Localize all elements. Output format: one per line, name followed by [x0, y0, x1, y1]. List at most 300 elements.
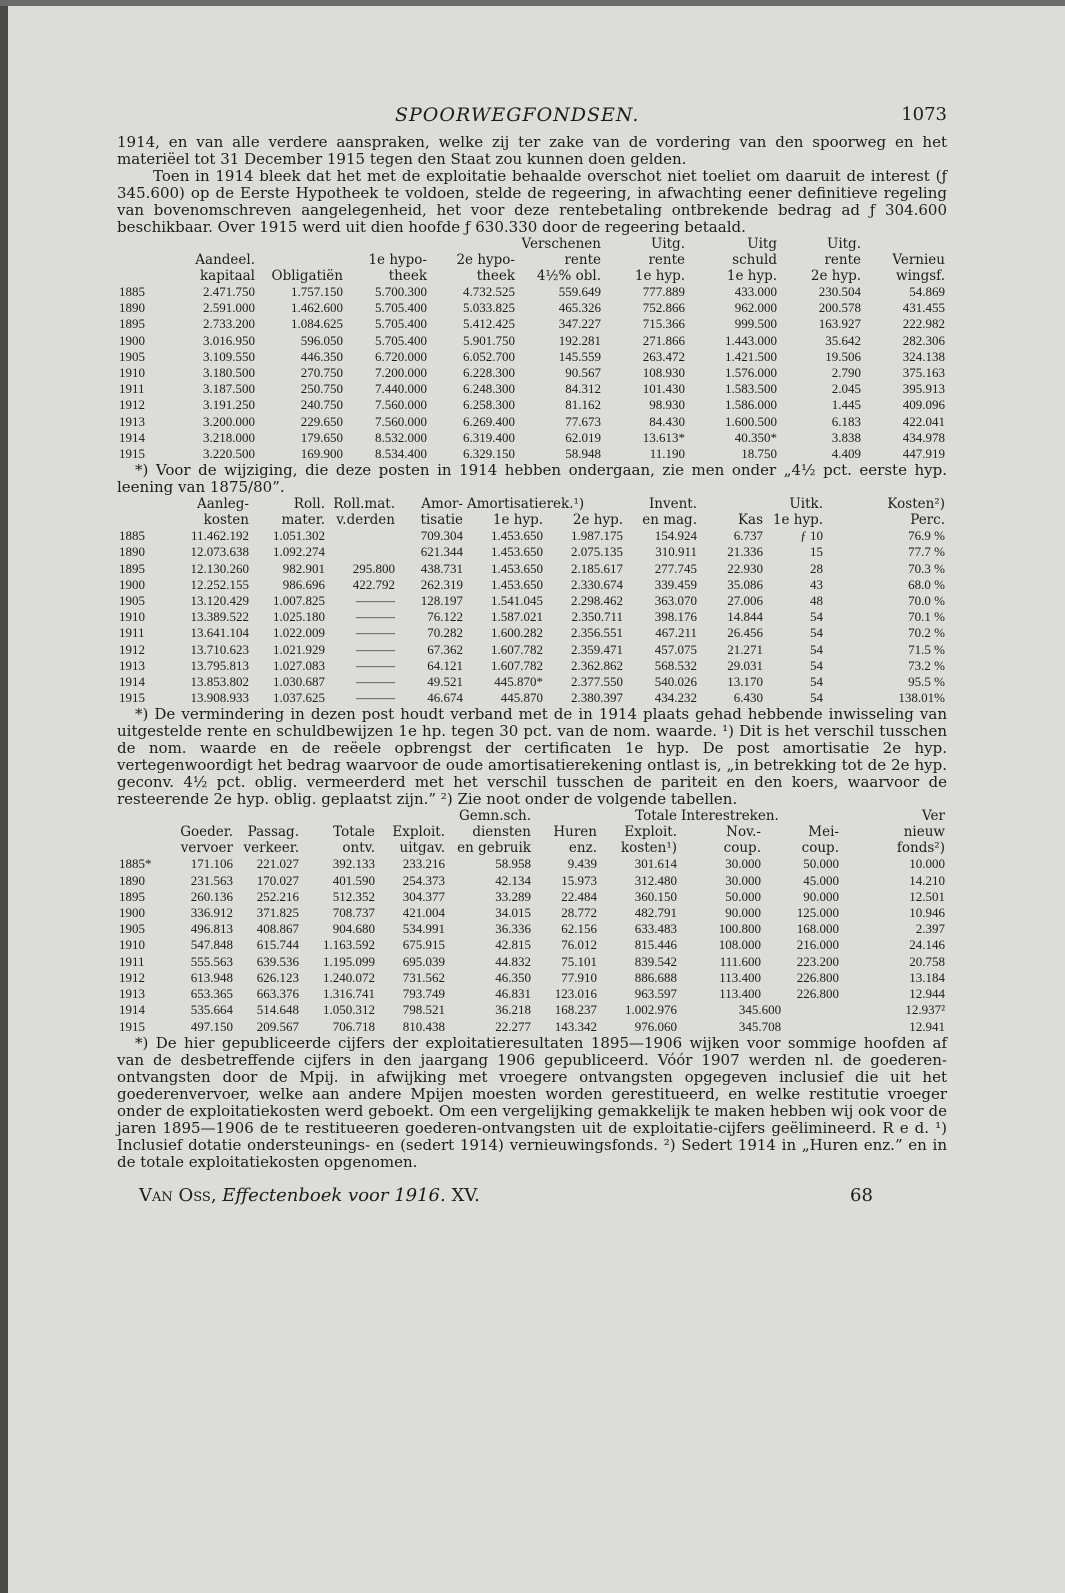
value-cell: 46.831: [495, 986, 531, 1002]
table-exploitation-header-cell: coup.: [801, 840, 839, 857]
value-cell: 6.720.000: [375, 348, 427, 364]
table-exploitation-header-cell: [235, 808, 301, 824]
value-cell: 976.060: [634, 1018, 677, 1034]
value-cell: 192.281: [558, 332, 601, 348]
table-row: [117, 642, 947, 658]
table-balance-header-cell: [257, 236, 345, 252]
table-assets-header-cell: 1e hyp.: [492, 512, 543, 529]
value-cell: 304.377: [402, 888, 445, 904]
value-cell: 22.930: [727, 560, 763, 576]
value-cell: 1.600.500: [725, 413, 777, 429]
table-assets-header-cell: Kas: [737, 512, 763, 529]
value-cell: 347.227: [558, 316, 601, 332]
value-cell: 6.248.300: [463, 381, 515, 397]
table-exploitation-header-cell: kosten¹): [620, 840, 677, 857]
scan-edge-top: [0, 0, 1065, 6]
value-cell: 310.911: [655, 544, 697, 560]
value-cell: 62.156: [561, 921, 597, 937]
value-cell: 200.578: [818, 300, 861, 316]
table-assets-header-cell: 2e hyp.: [572, 512, 623, 529]
value-cell: 2.330.674: [571, 576, 623, 592]
table-row: [117, 658, 947, 674]
value-cell: 731.562: [402, 969, 445, 985]
value-cell: 58.948: [565, 446, 601, 462]
table-row: [117, 446, 947, 462]
table-balance-header-cell: Obligatiën: [271, 268, 343, 284]
table-row: [117, 905, 947, 921]
value-cell: 13.641.104: [190, 625, 249, 641]
value-cell: 42.134: [495, 872, 531, 888]
table-assets-note: *) De vermindering in dezen post houdt verband met de in 1914 plaats gehad hebbende inwisseling van uitgestelde rente en schuldbewijzen 1e hp. tegen 30 pct. van de nom. waarde. ¹) Dit is het verschil tusschen de nom. waarde en de reëele opbrengst der certificaten 1e hyp. De post amortisatie 2e hyp. vertegenwoordigt het bedrag waarvoor de oude amortisatierekening ontlast is, „in betrekking tot de 2e hyp. geconv. 4½ pct. oblig. vermeerderd met het verschil tusschen de pariteit en den koers, waarvoor de resteerende 2e hyp. oblig. geplaatst zijn.” ²) Zie noot onder de volgende tabellen.: [117, 705, 947, 809]
intro-paragraph-2: Toen in 1914 bleek dat het met de exploitatie behaalde overschot niet toeliet om daaruit de interest (ƒ 345.600) op de Eerste Hypotheek te voldoen, stelde de regeering, in afwachting eener definitieve regeling van bovenomschreven aangelegenheid, het voor deze rentebetaling ontbrekende bedrag ad ƒ 304.600 beschikbaar. Over 1915 werd uit dien hoofde ƒ 630.330 door de regeering betaald.: [117, 167, 947, 236]
value-cell: 1.050.312: [323, 1002, 375, 1018]
value-cell: 77.7 %: [908, 544, 945, 560]
value-cell: 422.792: [352, 576, 395, 592]
value-cell: 1.541.045: [491, 593, 543, 609]
value-cell: 10.946: [909, 905, 945, 921]
value-cell: 695.039: [402, 953, 445, 969]
value-cell: 282.306: [902, 332, 945, 348]
value-cell: 73.2 %: [908, 657, 945, 673]
value-cell: 216.000: [796, 937, 839, 953]
value-cell: 70.282: [427, 625, 463, 641]
table-balance-header-cell: 1e hypo-: [368, 252, 427, 268]
table-row: [117, 284, 947, 300]
footer-author: Van Oss,: [139, 1184, 217, 1206]
value-cell: 663.376: [256, 986, 299, 1002]
value-cell: 14.210: [909, 872, 945, 888]
year-cell: 1890: [119, 872, 145, 888]
year-cell: 1895: [119, 316, 145, 332]
value-cell: 15.973: [561, 872, 597, 888]
table-balance-note: *) Voor de wijziging, die deze posten in 1914 hebben ondergaan, zie men onder „4½ pct. eerste hyp. leening van 1875/80”.: [117, 461, 947, 497]
value-cell: 1.030.687: [273, 674, 325, 690]
table-balance-header-cell: [257, 252, 345, 268]
value-cell: 3.191.250: [203, 397, 255, 413]
value-cell: 169.900: [300, 446, 343, 462]
value-cell: 5.412.425: [463, 316, 515, 332]
value-cell: 708.737: [332, 905, 375, 921]
table-row: [117, 625, 947, 641]
year-cell: 1914: [119, 429, 145, 445]
value-cell: 168.237: [554, 1002, 597, 1018]
table-exploitation-header-cell: Exploit.: [624, 824, 677, 841]
value-cell: 2.356.551: [571, 625, 623, 641]
value-cell: 615.744: [256, 937, 299, 953]
value-cell: 22.484: [561, 888, 597, 904]
table-exploitation-header-cell: [533, 808, 599, 824]
table-balance-header-cell: [429, 236, 517, 252]
value-cell: 29.031: [727, 657, 763, 673]
value-cell: 62.019: [565, 429, 601, 445]
table-exploitation: [117, 808, 947, 1034]
table-exploitation-header-cell: ontv.: [342, 840, 375, 857]
value-cell: 35.086: [727, 576, 763, 592]
value-cell: 1.757.150: [291, 284, 343, 299]
value-cell: 438.731: [420, 560, 463, 576]
value-cell: 76.9 %: [908, 528, 945, 544]
value-cell: 345.600: [738, 1002, 782, 1018]
value-cell: [327, 528, 397, 544]
value-cell: 639.536: [256, 953, 299, 969]
value-cell: 33.289: [495, 888, 531, 904]
value-cell: 48: [810, 593, 823, 609]
value-cell: 706.718: [332, 1018, 375, 1034]
year-cell: 1911: [119, 625, 145, 641]
table-row: [117, 430, 947, 446]
table-balance-header-cell: theek: [476, 268, 515, 284]
value-cell: 401.590: [332, 872, 375, 888]
value-cell: 409.096: [902, 397, 945, 413]
table-assets-header-cell: Roll.mat.: [333, 496, 395, 513]
value-cell: 70.2 %: [908, 625, 945, 641]
table-exploitation-header-cell: enz.: [568, 840, 597, 857]
table-exploitation-header-row: [117, 840, 947, 856]
value-cell: 422.041: [902, 413, 945, 429]
table-exploitation-header-cell: coup.: [723, 840, 761, 857]
value-cell: 222.982: [902, 316, 945, 332]
value-cell: 5.033.825: [463, 300, 515, 316]
value-cell: 2.185.617: [571, 560, 623, 576]
value-cell: 1.453.650: [491, 544, 543, 560]
table-exploitation-header-cell: verkeer.: [243, 840, 299, 857]
value-cell: 1.587.021: [491, 609, 543, 625]
value-cell: 467.211: [655, 625, 697, 641]
table-exploitation-header-cell: Interestreken.: [681, 808, 779, 825]
value-cell: 2.591.000: [203, 300, 255, 316]
table-assets-header-cell: v.derden: [336, 512, 395, 529]
value-cell: 1.022.009: [273, 625, 325, 641]
value-cell: 13.389.522: [190, 609, 249, 625]
value-cell: 3.109.550: [203, 348, 255, 364]
value-cell: 1.453.650: [491, 560, 543, 576]
value-cell: 226.800: [796, 969, 839, 985]
value-cell: 1.163.592: [323, 937, 375, 953]
table-exploitation-header-cell: [377, 808, 447, 824]
table-exploitation-note: *) De hier gepubliceerde cijfers der exploitatieresultaten 1895—1906 wijken voor sommige hoofden af van de desbetreffende cijfers in den jaargang 1906 gepubliceerd. Vóór 1907 werden nl. de goederen-ontvangsten door de Mpij. in afwijking met vroegere ontvangsten opgegeven inclusief die uit het goederenvervoer, welke aan andere Mpijen moesten worden gerestitueerd, en welke restitutie vroeger onder de exploitatiekosten werd geboekt. Om een vergelijking gemakkelijk te maken hebben wij ook voor de jaren 1895—1906 de te restitueeren goederen-ontvangsten uit de exploitatie-cijfers geëlimineerd. R e d. ¹) Inclusief dotatie ondersteunings- en (sedert 1914) vernieuwingsfonds. ²) Sedert 1914 in „Huren enz.” en in de totale exploitatiekosten opgenomen.: [117, 1033, 947, 1171]
table-exploitation-header-cell: vervoer: [180, 840, 233, 857]
value-cell: 24.146: [909, 937, 945, 953]
table-assets-header-cell: mater.: [281, 512, 325, 529]
value-cell: 1.443.000: [725, 332, 777, 348]
value-cell: 514.648: [256, 1002, 299, 1018]
value-cell: 35.642: [825, 332, 861, 348]
table-balance-header-cell: Verschenen: [521, 236, 601, 252]
value-cell: 6.319.400: [463, 429, 515, 445]
value-cell: 11.190: [649, 446, 685, 462]
year-cell: 1914: [119, 1002, 145, 1018]
value-cell: 886.688: [634, 969, 677, 985]
table-balance-header-cell: 4½% obl.: [536, 268, 601, 284]
value-cell: 2.359.471: [571, 641, 623, 657]
table-assets-header-cell: [699, 496, 765, 512]
value-cell: 13.908.933: [190, 690, 249, 706]
table-balance-header-cell: theek: [388, 268, 427, 284]
value-cell: 709.304: [420, 528, 463, 544]
value-cell: 13.170: [727, 674, 763, 690]
table-assets-header-cell: 1e hyp.: [772, 512, 823, 529]
footer-book-title: Effectenboek voor 1916.: [222, 1184, 446, 1206]
table-assets-header-cell: Uitk.: [789, 496, 823, 513]
value-cell: 43: [810, 576, 823, 592]
value-cell: 434.232: [654, 690, 697, 706]
value-cell: 1.084.625: [291, 316, 343, 332]
value-cell: 10.000: [909, 856, 945, 872]
value-cell: 18.750: [741, 446, 777, 462]
value-cell: 250.750: [300, 381, 343, 397]
value-cell: 6.737: [733, 528, 763, 544]
table-row: [117, 593, 947, 609]
value-cell: 90.567: [565, 365, 601, 381]
value-cell: 13.120.429: [190, 593, 249, 609]
page-footer: [117, 1185, 947, 1215]
value-cell: 20.758: [909, 953, 945, 969]
value-cell: 44.832: [495, 953, 531, 969]
value-cell: 90.000: [803, 888, 839, 904]
table-row: [117, 873, 947, 889]
value-cell: 1.583.500: [725, 381, 777, 397]
value-cell: 4.409: [831, 446, 861, 462]
year-cell: 1912: [119, 969, 145, 985]
value-cell: 46.350: [495, 969, 531, 985]
value-cell: 535.664: [190, 1002, 233, 1018]
value-cell: 5.705.400: [375, 300, 427, 316]
value-cell: 12.941: [909, 1018, 945, 1034]
value-cell: 8.532.000: [375, 429, 427, 445]
value-cell: 6.269.400: [463, 413, 515, 429]
page-content: [117, 102, 947, 1215]
value-cell: 98.930: [649, 397, 685, 413]
value-cell: 301.614: [634, 856, 677, 872]
value-cell: 19.506: [825, 348, 861, 364]
year-cell: 1890: [119, 544, 145, 560]
value-cell: 223.200: [796, 953, 839, 969]
value-cell: 70.3 %: [908, 560, 945, 576]
table-balance-header-cell: 1e hyp.: [726, 268, 777, 284]
table-row: [117, 300, 947, 316]
value-cell: 4.732.525: [463, 284, 515, 299]
value-cell: 1.021.929: [273, 641, 325, 657]
value-cell: 163.927: [818, 316, 861, 332]
value-cell: 81.162: [565, 397, 601, 413]
value-cell: 11.462.192: [190, 528, 249, 544]
value-cell: 12.937²: [905, 1002, 945, 1018]
table-exploitation-header-row: [117, 808, 947, 824]
table-balance-header-cell: [117, 252, 169, 268]
value-cell: 40.350*: [734, 429, 777, 445]
year-cell: 1895: [119, 888, 145, 904]
value-cell: 445.870: [500, 690, 543, 706]
value-cell: 7.200.000: [375, 365, 427, 381]
value-cell: 1.316.741: [323, 986, 375, 1002]
value-cell: 143.342: [554, 1018, 597, 1034]
value-cell: 90.000: [725, 905, 761, 921]
table-balance-header-cell: wingsf.: [896, 268, 945, 284]
table-row: [117, 397, 947, 413]
value-cell: 42.815: [495, 937, 531, 953]
value-cell: 5.901.750: [463, 332, 515, 348]
value-cell: 2.471.750: [203, 284, 255, 299]
value-cell: 1.453.650: [491, 528, 543, 544]
table-exploitation-header-cell: diensten: [472, 824, 531, 841]
table-row: [117, 414, 947, 430]
table-balance-header-cell: [345, 236, 429, 252]
value-cell: 1.421.500: [725, 348, 777, 364]
value-cell: 1.600.282: [491, 625, 543, 641]
value-cell: 2.790: [831, 365, 861, 381]
value-cell: 534.991: [402, 921, 445, 937]
value-cell: 209.567: [256, 1018, 299, 1034]
table-exploitation-header-cell: Goeder.: [180, 824, 233, 841]
value-cell: 815.446: [634, 937, 677, 953]
year-cell: 1915: [119, 690, 145, 706]
value-cell: 34.015: [495, 905, 531, 921]
year-cell: 1890: [119, 300, 145, 316]
value-cell: 125.000: [796, 905, 839, 921]
value-cell: 3.220.500: [203, 446, 255, 462]
value-cell: 752.866: [642, 300, 685, 316]
year-cell: 1905: [119, 348, 145, 364]
value-cell: 1.607.782: [491, 641, 543, 657]
value-cell: 2.380.397: [571, 690, 623, 706]
table-exploitation-header-cell: fonds²): [896, 840, 945, 857]
value-cell: 431.455: [902, 300, 945, 316]
value-cell: 12.501: [909, 888, 945, 904]
table-row: [117, 577, 947, 593]
value-cell: 653.365: [190, 986, 233, 1002]
table-exploitation-header-cell: nieuw: [903, 824, 945, 841]
table-balance-header-cell: Uitg.: [826, 236, 861, 252]
value-cell: 395.913: [902, 381, 945, 397]
value-cell: 168.000: [796, 921, 839, 937]
value-cell: 3.180.500: [203, 365, 255, 381]
value-cell: 1.462.600: [291, 300, 343, 316]
value-cell: 392.133: [332, 856, 375, 872]
value-cell: 345.708: [738, 1018, 782, 1034]
value-cell: 982.901: [282, 560, 325, 576]
running-title: SPOORWEGFONDSEN.: [395, 104, 640, 126]
table-balance-header-cell: Aandeel.: [195, 252, 255, 268]
table-balance-header-row: [117, 252, 947, 268]
table-exploitation-header-cell: uitgav.: [399, 840, 445, 857]
value-cell: 54.869: [909, 284, 945, 299]
year-cell: 1913: [119, 413, 145, 429]
value-cell: 5.700.300: [375, 284, 427, 299]
value-cell: 324.138: [902, 348, 945, 364]
value-cell: 6.329.150: [463, 446, 515, 462]
value-cell: 675.915: [402, 937, 445, 953]
value-cell: 363.070: [654, 593, 697, 609]
value-cell: 71.5 %: [908, 641, 945, 657]
table-balance-header-cell: Uitg: [747, 236, 777, 252]
value-cell: 2.397: [915, 921, 945, 937]
table-row: [117, 349, 947, 365]
value-cell: 170.027: [256, 872, 299, 888]
value-cell: ƒ 10: [800, 528, 823, 544]
value-cell: 2.298.462: [571, 593, 623, 609]
value-cell: 2.377.550: [571, 674, 623, 690]
table-exploitation-header-cell: Exploit.: [392, 824, 445, 841]
year-cell: 1912: [119, 397, 145, 413]
value-cell: 904.680: [332, 921, 375, 937]
table-row: [117, 544, 947, 560]
value-cell: 108.930: [642, 365, 685, 381]
table-assets-header-cell: Kosten²): [887, 496, 945, 513]
value-cell: 277.745: [654, 560, 697, 576]
value-cell: 84.312: [565, 381, 601, 397]
value-cell: 111.600: [719, 953, 761, 969]
value-cell: 547.848: [190, 937, 233, 953]
table-balance-header-cell: kapitaal: [199, 268, 255, 284]
value-cell: 1.092.274: [273, 544, 325, 560]
year-cell: 1905: [119, 593, 145, 609]
value-cell: 30.000: [725, 872, 761, 888]
table-balance-header-cell: rente: [564, 252, 601, 268]
year-cell: 1913: [119, 657, 145, 673]
table-balance-header-row: [117, 236, 947, 252]
value-cell: 8.534.400: [375, 446, 427, 462]
value-cell: 101.430: [642, 381, 685, 397]
value-cell: 70.0 %: [908, 593, 945, 609]
value-cell: 70.1 %: [908, 609, 945, 625]
value-cell: 54: [810, 609, 823, 625]
value-cell: 221.027: [256, 856, 299, 872]
table-balance-header-cell: 2e hyp.: [810, 268, 861, 284]
value-cell: ———: [356, 609, 395, 625]
value-cell: 67.362: [427, 641, 463, 657]
value-cell: [327, 544, 397, 560]
value-cell: 54: [810, 641, 823, 657]
table-exploitation-header-cell: Huren: [553, 824, 597, 841]
value-cell: 27.006: [727, 593, 763, 609]
table-assets-header-cell: Roll.: [293, 496, 325, 513]
value-cell: 263.472: [642, 348, 685, 364]
table-exploitation-header-cell: [117, 808, 167, 824]
year-cell: 1910: [119, 365, 145, 381]
value-cell: 7.560.000: [375, 413, 427, 429]
value-cell: 1.240.072: [323, 969, 375, 985]
value-cell: 2.733.200: [203, 316, 255, 332]
value-cell: 95.5 %: [908, 674, 945, 690]
table-row: [117, 674, 947, 690]
value-cell: 28.772: [561, 905, 597, 921]
year-cell: 1885: [119, 528, 145, 544]
value-cell: 295.800: [352, 560, 395, 576]
value-cell: 262.319: [420, 576, 463, 592]
value-cell: 375.163: [902, 365, 945, 381]
value-cell: 54: [810, 625, 823, 641]
value-cell: 596.050: [300, 332, 343, 348]
year-cell: 1910: [119, 937, 145, 953]
table-row: [117, 1019, 947, 1035]
table-balance-header-cell: [117, 236, 169, 252]
value-cell: 633.483: [634, 921, 677, 937]
value-cell: 496.813: [190, 921, 233, 937]
value-cell: 108.000: [718, 937, 761, 953]
table-balance-header-cell: [863, 236, 947, 252]
value-cell: 1.007.825: [273, 593, 325, 609]
table-exploitation-header-cell: [167, 808, 235, 824]
table-balance: [117, 236, 947, 462]
year-cell: 1895: [119, 560, 145, 576]
value-cell: 21.271: [727, 641, 763, 657]
table-row: [117, 937, 947, 953]
year-cell: 1915: [119, 446, 145, 462]
table-row: [117, 986, 947, 1002]
value-cell: 1.051.302: [273, 528, 325, 544]
value-cell: 271.866: [642, 332, 685, 348]
value-cell: 421.004: [402, 905, 445, 921]
